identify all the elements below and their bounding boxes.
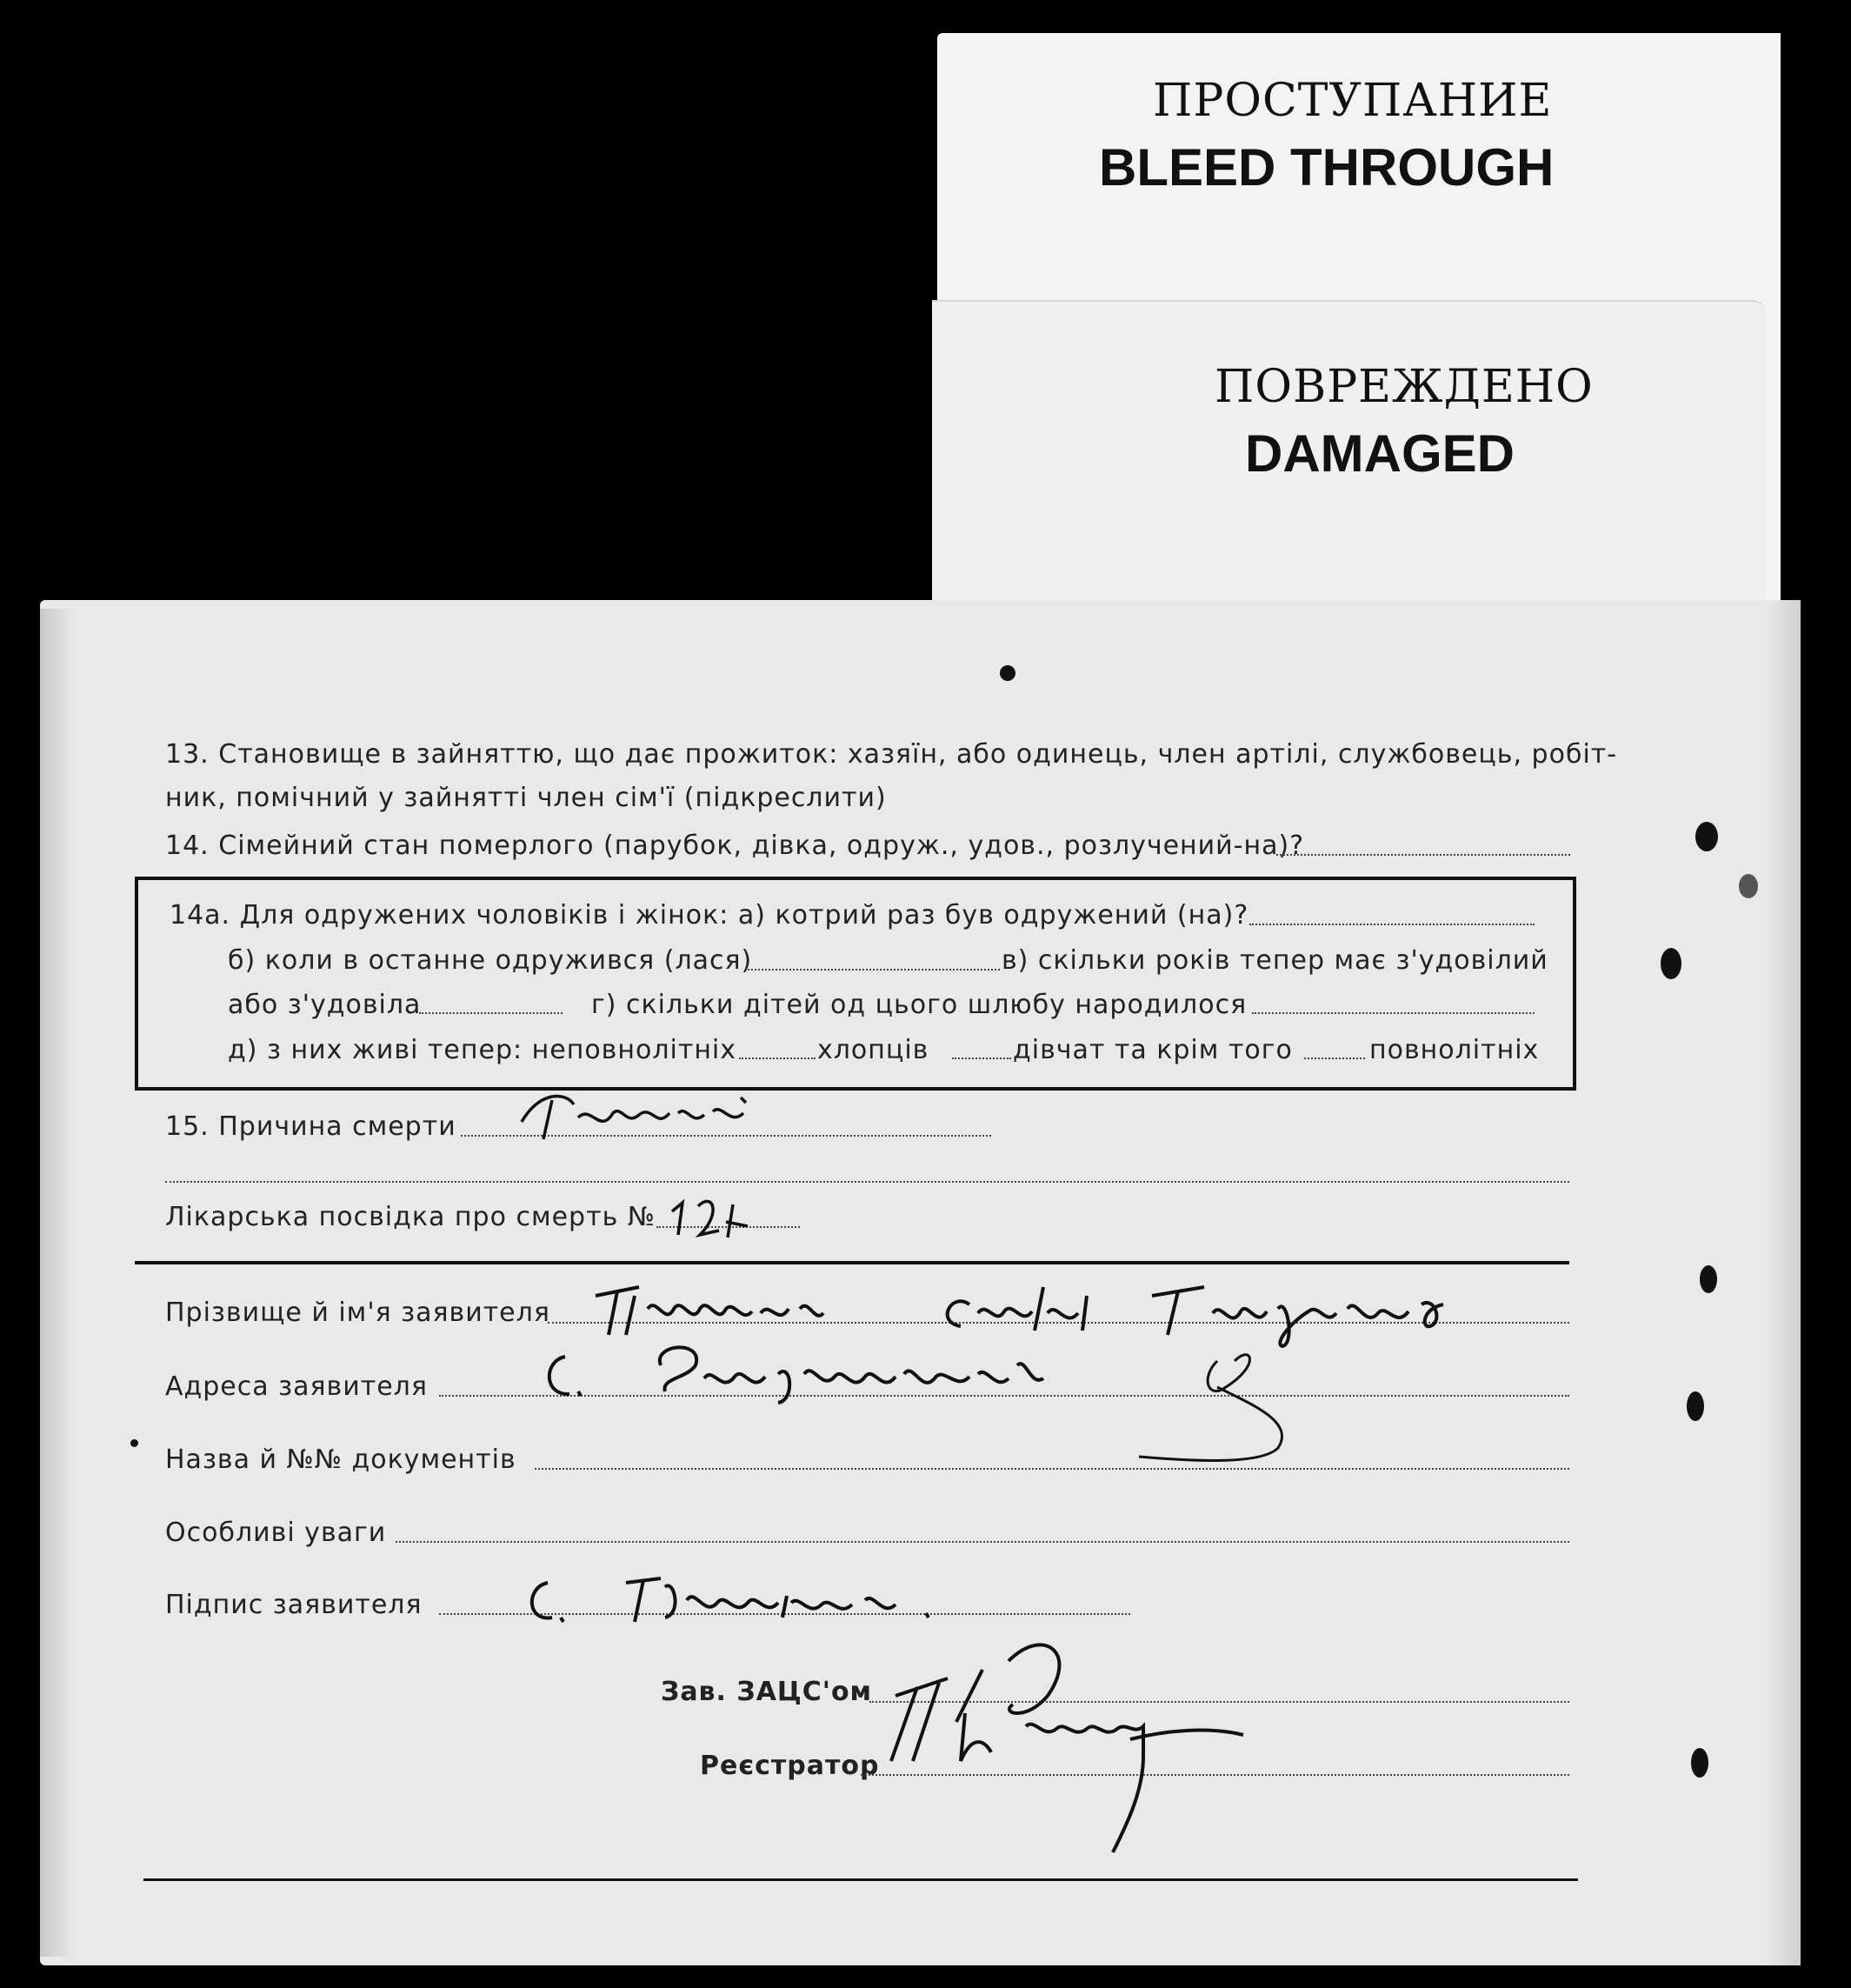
q13-line1: 13. Становище в зайняттю, що дає прожиток: хазяїн, або одинець, член артілі, службовець, робіт- xyxy=(165,739,1618,770)
q14a-field-b xyxy=(748,969,1000,971)
q14a-field-widow xyxy=(419,1012,563,1014)
q14a-line4c: дівчат та крім того xyxy=(1013,1035,1293,1065)
damage-hole xyxy=(1661,948,1681,979)
q14a-line3b: г) скільки дітей од цього шлюбу народилося xyxy=(591,990,1248,1020)
head-label: Зав. ЗАЦС'ом xyxy=(661,1677,873,1707)
q14-label: 14. Сімейний стан померлого (парубок, дівка, одруж., удов., розлучений-на)? xyxy=(165,831,1305,861)
damaged-en: DAMAGED xyxy=(1245,424,1515,483)
applicant-address-label: Адреса заявителя xyxy=(165,1371,428,1402)
q13-line2: ник, помічний у зайнятті член сім'ї (підкреслити) xyxy=(165,783,887,813)
bleed-through-ru: ПРОСТУПАНИЕ xyxy=(1153,75,1553,127)
q14a-line2a: б) коли в останне одружився (лася) xyxy=(228,945,753,976)
damage-hole xyxy=(1700,1265,1717,1293)
q14a-field-a xyxy=(1249,924,1535,925)
damage-hole xyxy=(1695,822,1718,851)
registrar-label: Реєстратор xyxy=(700,1751,880,1781)
q14a-field-minors xyxy=(739,1057,816,1059)
applicant-name-label: Прізвище й ім'я заявителя xyxy=(165,1298,550,1328)
q14a-line3a: або з'удовіла xyxy=(228,990,422,1020)
paper-shadow xyxy=(40,609,75,1957)
paper-edge xyxy=(1766,600,1801,1965)
q14-field xyxy=(1276,854,1570,856)
q14a-line4d: повнолітніх xyxy=(1369,1035,1540,1065)
q15-label: 15. Причина смерти xyxy=(165,1111,456,1142)
bottom-rule xyxy=(143,1878,1578,1881)
q14a-field-girls xyxy=(1304,1057,1365,1059)
certificate-label: Лікарська посвідка про смерть № xyxy=(165,1202,656,1232)
remarks-label: Особливі уваги xyxy=(165,1518,387,1548)
q14a-line4a: д) з них живі тепер: неповнолітніх xyxy=(228,1035,737,1065)
remarks-field xyxy=(396,1541,1569,1543)
applicant-signature-label: Підпис заявителя xyxy=(165,1590,423,1620)
damage-hole xyxy=(1687,1391,1704,1421)
applicant-address-handwriting xyxy=(530,1326,1313,1474)
damage-hole xyxy=(1691,1748,1708,1778)
applicant-signature-handwriting xyxy=(513,1561,965,1631)
q14a-line2b: в) скільки років тепер має з'удовілий xyxy=(1002,945,1548,976)
cause-of-death-handwriting xyxy=(513,1087,774,1148)
ink-spot xyxy=(1000,665,1015,681)
q14a-field-g xyxy=(1252,1012,1535,1014)
certificate-number-handwriting xyxy=(665,1187,778,1239)
q14a-line4b: хлопців xyxy=(817,1035,929,1065)
registrar-signature xyxy=(878,1626,1261,1887)
documents-label: Назва й №№ документів xyxy=(165,1444,516,1475)
damaged-ru: ПОВРЕЖДЕНО xyxy=(1215,361,1594,413)
q14a-line1: 14а. Для одружених чоловіків і жінок: а) котрий раз був одружений (на)? xyxy=(170,900,1249,931)
bleed-through-en: BLEED THROUGH xyxy=(1099,138,1555,197)
ink-spot xyxy=(130,1439,138,1447)
q14a-field-boys xyxy=(952,1057,1011,1059)
documents-field xyxy=(535,1468,1569,1470)
damage-hole xyxy=(1739,874,1758,898)
q15-field-2 xyxy=(165,1181,1569,1183)
damaged-card xyxy=(932,300,1765,602)
